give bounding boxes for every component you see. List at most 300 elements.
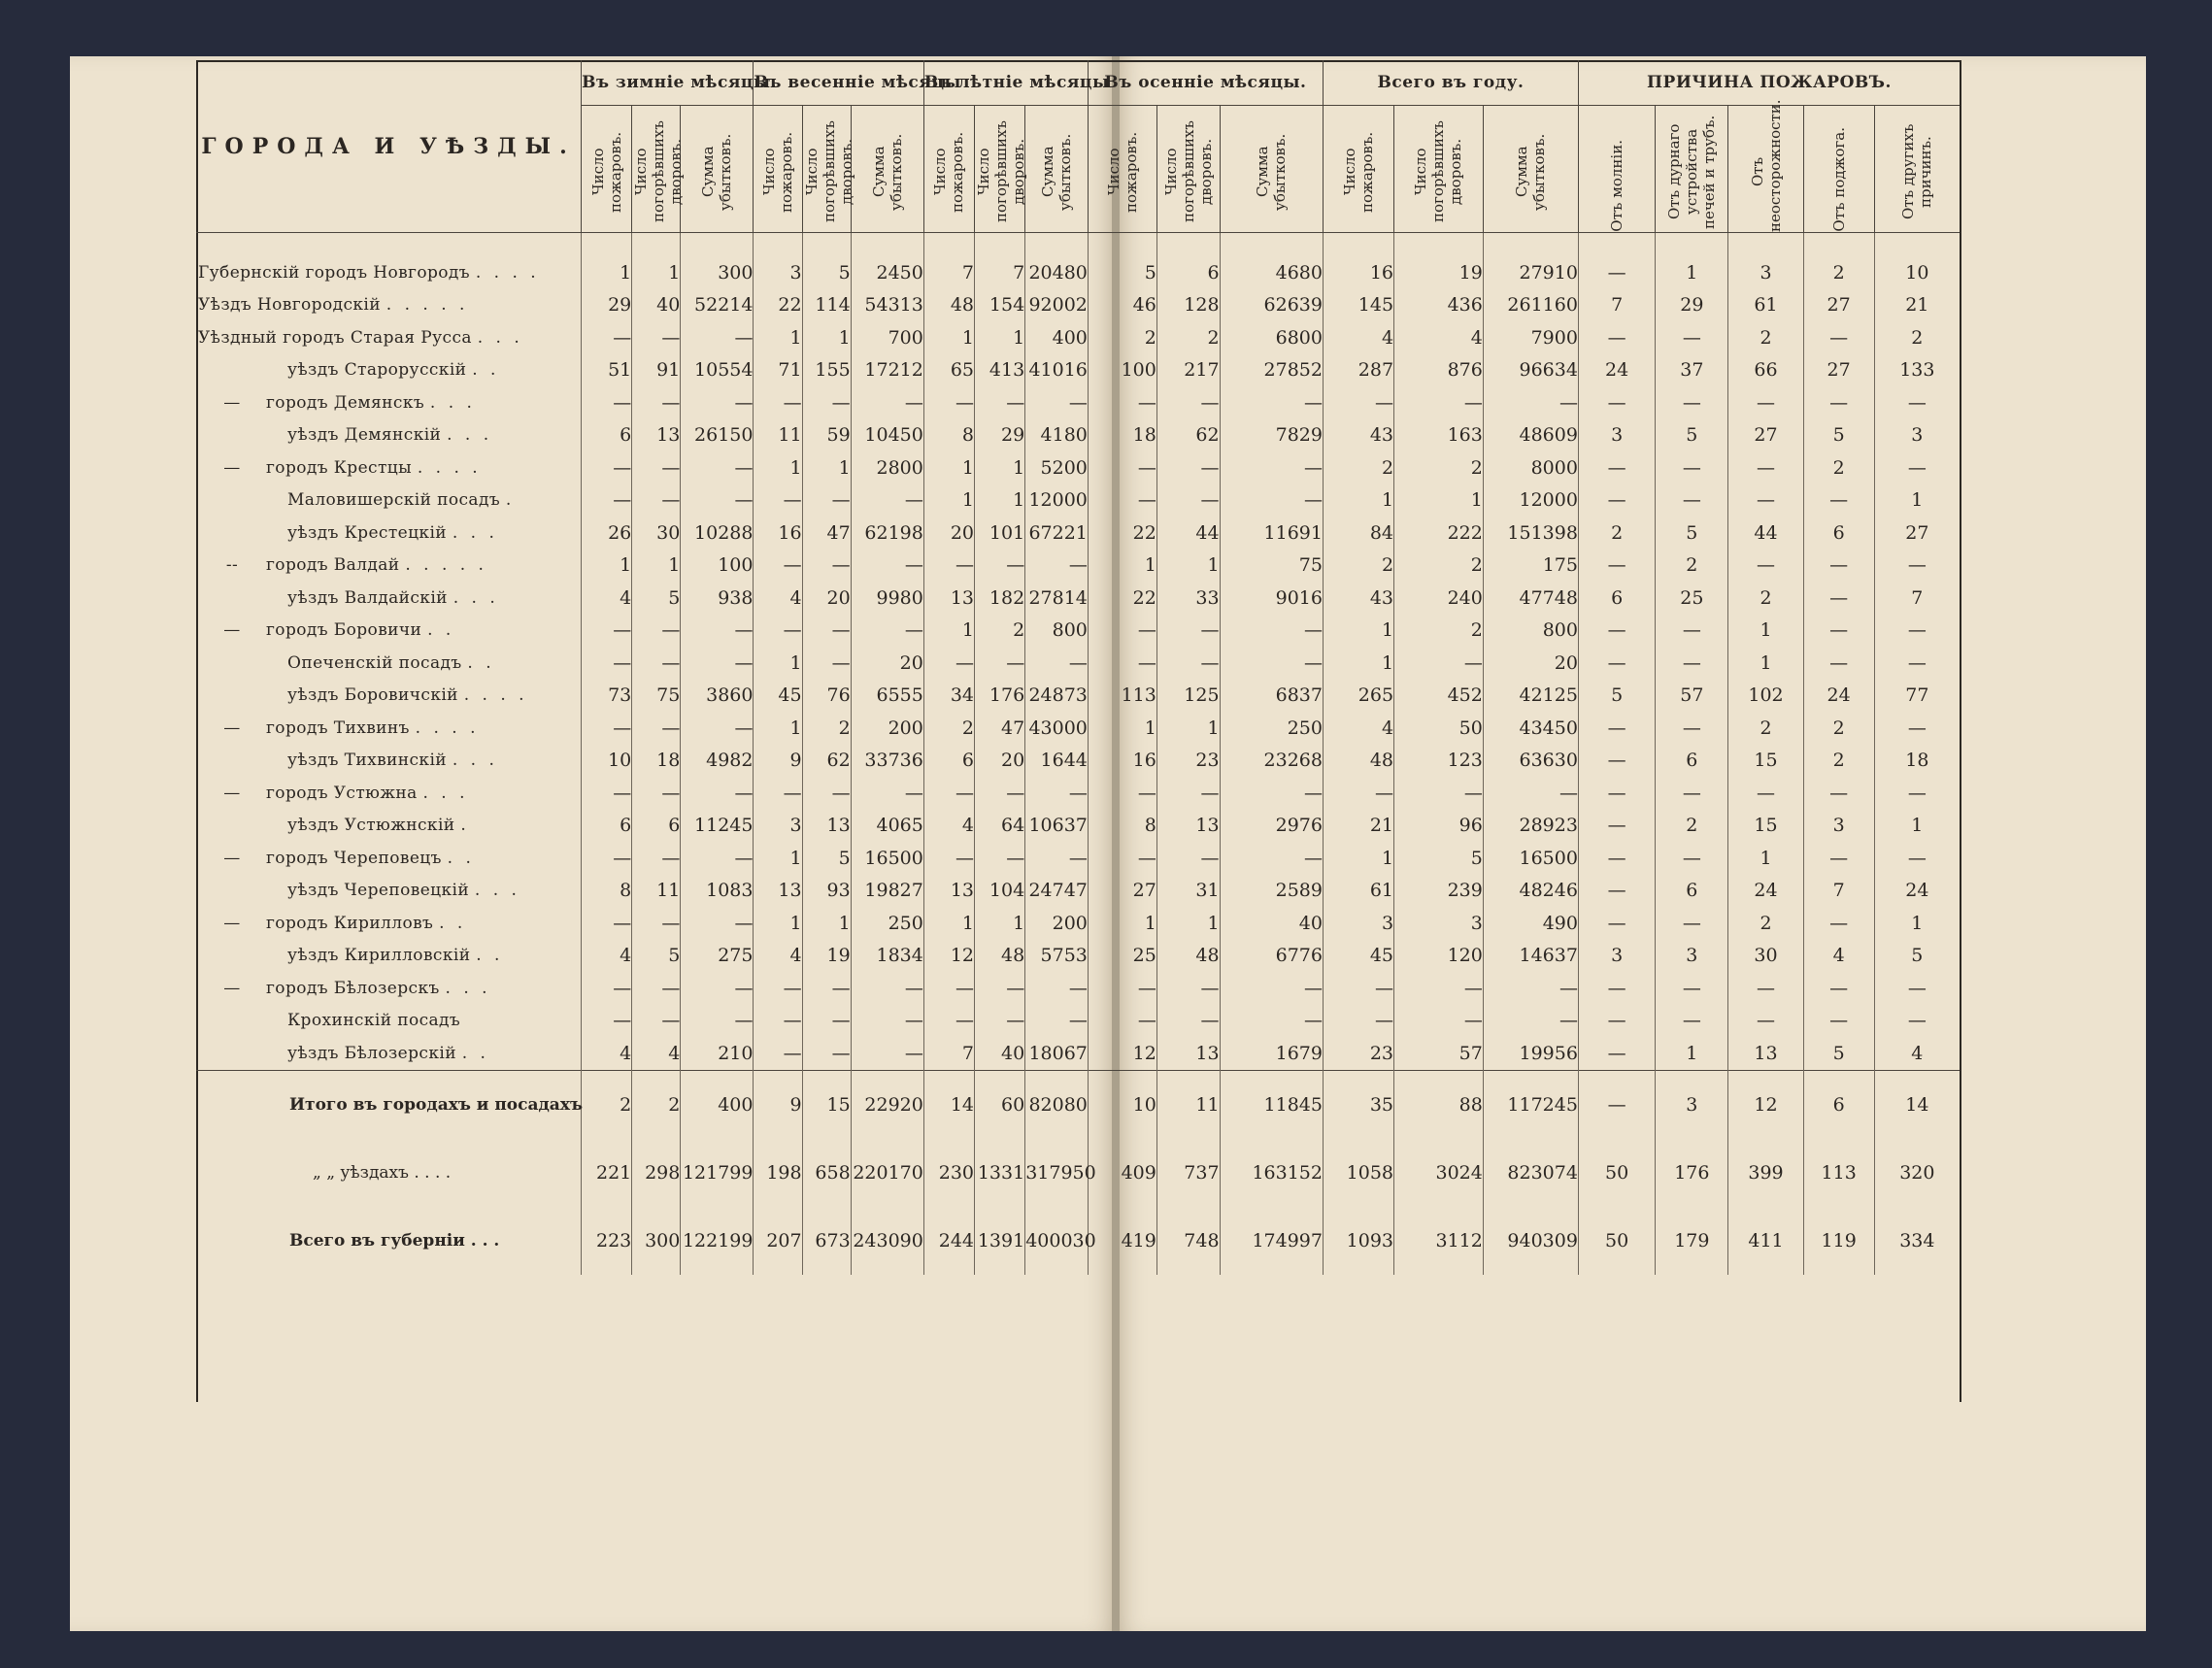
value-cell: 2 [1728, 582, 1803, 615]
value-cell: 13 [1728, 1037, 1803, 1070]
value-cell: 6 [923, 745, 974, 778]
value-cell: 2 [1803, 451, 1874, 484]
total-value-cell: 60 [975, 1070, 1025, 1139]
value-cell: 700 [851, 321, 923, 354]
value-cell: — [681, 647, 754, 680]
total-value-cell: 14 [923, 1070, 974, 1139]
value-cell: — [975, 777, 1025, 810]
value-cell: 10554 [681, 354, 754, 387]
value-cell: 125 [1156, 680, 1220, 713]
district-name-cell [196, 1037, 582, 1070]
value-cell: 2 [1874, 321, 1960, 354]
value-cell: 5 [1803, 1037, 1874, 1070]
value-cell: 48 [1323, 745, 1393, 778]
value-cell: 1 [754, 712, 802, 745]
value-cell: 2 [1803, 712, 1874, 745]
value-cell: — [802, 777, 851, 810]
value-cell: — [1156, 842, 1220, 875]
total-value-cell: 14 [1874, 1070, 1960, 1139]
column-header-label: Число погорѣвшихъ дворовъ. [802, 120, 855, 223]
district-name: Маловишерскій посадъ [287, 490, 501, 511]
total-value-cell: 658 [802, 1139, 851, 1207]
value-cell: 25 [1656, 582, 1728, 615]
column-header-label: Отъ неосторожности. [1748, 99, 1784, 232]
causes-group-header: ПРИЧИНА ПОЖАРОВЪ. [1578, 60, 1960, 106]
winter-fires-header [582, 106, 632, 233]
value-cell: 9016 [1220, 582, 1323, 615]
value-cell: 24747 [1025, 875, 1089, 908]
value-cell: 45 [1323, 940, 1393, 973]
total-value-cell: 940309 [1483, 1207, 1578, 1275]
value-cell: 29 [975, 419, 1025, 452]
year-fires-header [1323, 106, 1393, 233]
value-cell: — [1578, 745, 1655, 778]
total-value-cell: 737 [1156, 1139, 1220, 1207]
value-cell: — [1323, 1005, 1393, 1038]
value-cell: 1 [754, 842, 802, 875]
total-value-cell: 198 [754, 1139, 802, 1207]
value-cell: 5 [802, 256, 851, 289]
value-cell: 182 [975, 582, 1025, 615]
value-cell: 5 [1088, 256, 1156, 289]
name-column-header: ГОРОДА И УѢЗДЫ. [196, 60, 582, 233]
leader-dots: . . . [474, 881, 520, 901]
value-cell: 2 [1323, 451, 1393, 484]
value-cell: 200 [1025, 907, 1089, 940]
spring-group-header: Въ весенніе мѣсяцы [754, 60, 923, 106]
value-cell: 10288 [681, 517, 754, 550]
value-cell: 28923 [1483, 810, 1578, 843]
value-cell: 19 [1394, 256, 1484, 289]
autumn-yards-header [1156, 106, 1220, 233]
value-cell: 11 [632, 875, 681, 908]
value-cell: — [582, 712, 632, 745]
value-cell: 13 [1156, 1037, 1220, 1070]
leader-dots: . . . [422, 783, 469, 803]
value-cell: — [632, 712, 681, 745]
value-cell: 3 [1728, 256, 1803, 289]
value-cell: — [1220, 1005, 1323, 1038]
value-cell: 1 [754, 321, 802, 354]
value-cell: — [1578, 256, 1655, 289]
value-cell: 2800 [851, 451, 923, 484]
column-header-label: Сумма убытковъ. [1039, 133, 1075, 211]
value-cell: 43 [1323, 582, 1393, 615]
value-cell: 6 [632, 810, 681, 843]
value-cell: 47 [975, 712, 1025, 745]
value-cell: — [923, 972, 974, 1005]
value-cell: 61 [1728, 289, 1803, 322]
value-cell: 15 [1728, 810, 1803, 843]
value-cell: 13 [754, 875, 802, 908]
value-cell: — [1728, 777, 1803, 810]
value-cell: 800 [1025, 615, 1089, 648]
value-cell: 20 [1483, 647, 1578, 680]
value-cell: 20 [802, 582, 851, 615]
value-cell: 19827 [851, 875, 923, 908]
value-cell: — [1025, 647, 1089, 680]
value-cell: 8 [582, 875, 632, 908]
total-value-cell: 22920 [851, 1070, 923, 1139]
value-cell: 1 [1156, 907, 1220, 940]
column-header-label: Число погорѣвшихъ дворовъ. [1412, 120, 1465, 223]
value-cell: — [1803, 972, 1874, 1005]
value-cell: 1 [632, 256, 681, 289]
district-name-cell [196, 972, 582, 1005]
value-cell: 3 [1656, 940, 1728, 973]
district-name: Крохинскій посадъ [287, 1011, 461, 1031]
value-cell: — [754, 550, 802, 583]
value-cell: — [632, 842, 681, 875]
value-cell: 2 [1323, 550, 1393, 583]
value-cell: 19 [802, 940, 851, 973]
value-cell: — [1220, 842, 1323, 875]
district-name-cell [196, 419, 582, 452]
value-cell: 52214 [681, 289, 754, 322]
total-value-cell: 122199 [681, 1207, 754, 1275]
value-cell: — [681, 777, 754, 810]
value-cell: — [1578, 647, 1655, 680]
value-cell: 6837 [1220, 680, 1323, 713]
district-name-cell [196, 712, 582, 745]
value-cell: — [851, 550, 923, 583]
value-cell: — [632, 484, 681, 517]
district-name-cell [196, 810, 582, 843]
value-cell: — [754, 386, 802, 419]
total-value-cell: 673 [802, 1207, 851, 1275]
total-value-cell: 117245 [1483, 1070, 1578, 1139]
value-cell: — [1156, 484, 1220, 517]
district-name: городъ Бѣлозерскъ [266, 978, 440, 998]
total-value-cell: 174997 [1220, 1207, 1323, 1275]
value-cell: 13 [632, 419, 681, 452]
value-cell: — [802, 1037, 851, 1070]
value-cell: 7900 [1483, 321, 1578, 354]
value-cell: 261160 [1483, 289, 1578, 322]
value-cell: 6 [1803, 517, 1874, 550]
district-name-cell [196, 256, 582, 289]
total-label: „ „ уѣздахъ . . . . [313, 1162, 452, 1183]
value-cell: 18 [1874, 745, 1960, 778]
value-cell: 1 [1323, 842, 1393, 875]
value-cell: 17212 [851, 354, 923, 387]
value-cell: 1 [1874, 484, 1960, 517]
summer-yards-header [975, 106, 1028, 233]
leader-dots: . . . [445, 978, 491, 998]
leader-dots: . . . . [417, 457, 482, 478]
district-name-cell [196, 615, 582, 648]
bottom-spacer-row [196, 1275, 1960, 1314]
value-cell: 40 [632, 289, 681, 322]
value-cell: — [1728, 386, 1803, 419]
value-cell: 265 [1323, 680, 1393, 713]
value-cell: 10450 [851, 419, 923, 452]
ditto-dash: — [223, 457, 241, 478]
value-cell: — [1025, 842, 1089, 875]
leader-dots: . . . [447, 425, 493, 446]
leader-dots: . . . . [463, 685, 528, 706]
leader-dots: . . [447, 848, 475, 868]
column-header-label: Число пожаровъ. [931, 131, 967, 213]
leader-dots: . [505, 490, 516, 511]
column-header-label: Сумма убытковъ. [1254, 133, 1290, 211]
table-row [196, 1037, 1960, 1070]
value-cell: — [1578, 615, 1655, 648]
value-cell: — [632, 907, 681, 940]
leader-dots: . . . [452, 751, 498, 771]
value-cell: 64 [975, 810, 1025, 843]
value-cell: 413 [975, 354, 1025, 387]
value-cell: 4 [632, 1037, 681, 1070]
value-cell: — [632, 615, 681, 648]
value-cell: 5 [1874, 940, 1960, 973]
value-cell: 4680 [1220, 256, 1323, 289]
value-cell: 163 [1394, 419, 1484, 452]
value-cell: — [802, 386, 851, 419]
value-cell: 62 [802, 745, 851, 778]
total-value-cell: 823074 [1483, 1139, 1578, 1207]
value-cell: 400 [1025, 321, 1089, 354]
value-cell: — [1220, 647, 1323, 680]
value-cell: 7 [1578, 289, 1655, 322]
column-header-label: Сумма убытковъ. [1513, 133, 1549, 211]
value-cell: 91 [632, 354, 681, 387]
value-cell: 50 [1394, 712, 1484, 745]
value-cell: 8 [923, 419, 974, 452]
value-cell: 27 [1874, 517, 1960, 550]
value-cell: — [1088, 777, 1156, 810]
column-header-label: Сумма убытковъ. [699, 133, 735, 211]
value-cell: 5 [1578, 680, 1655, 713]
value-cell: 2 [1156, 321, 1220, 354]
value-cell: 2 [1803, 745, 1874, 778]
value-cell: 1 [923, 615, 974, 648]
value-cell: — [1220, 484, 1323, 517]
value-cell: 2 [1088, 321, 1156, 354]
value-cell: 12 [1088, 1037, 1156, 1070]
value-cell: 133 [1874, 354, 1960, 387]
value-cell: — [975, 550, 1025, 583]
value-cell: 1 [975, 907, 1025, 940]
value-cell: 18 [632, 745, 681, 778]
leader-dots: . . . [429, 392, 476, 413]
value-cell: 76 [802, 680, 851, 713]
value-cell: 54313 [851, 289, 923, 322]
district-name-cell [196, 907, 582, 940]
value-cell: 3 [1803, 810, 1874, 843]
value-cell: 1 [754, 907, 802, 940]
value-cell: 1 [1088, 907, 1156, 940]
value-cell: 1 [802, 451, 851, 484]
value-cell: — [1656, 712, 1728, 745]
district-name-cell [196, 1005, 582, 1038]
value-cell: — [681, 907, 754, 940]
value-cell: 120 [1394, 940, 1484, 973]
value-cell: 4 [754, 940, 802, 973]
value-cell: — [1088, 386, 1156, 419]
value-cell: 800 [1483, 615, 1578, 648]
total-value-cell: 119 [1803, 1207, 1874, 1275]
value-cell: — [1394, 1005, 1484, 1038]
table-row [196, 517, 1960, 550]
value-cell: — [1874, 647, 1960, 680]
cause-other-header [1874, 106, 1960, 233]
value-cell: 96634 [1483, 354, 1578, 387]
table-row [196, 582, 1960, 615]
value-cell: — [1656, 777, 1728, 810]
value-cell: — [1803, 484, 1874, 517]
value-cell: 19956 [1483, 1037, 1578, 1070]
value-cell: 23268 [1220, 745, 1323, 778]
value-cell: — [1874, 972, 1960, 1005]
summer-fires-header [923, 106, 974, 233]
column-header-label: Число погорѣвшихъ дворовъ. [632, 120, 686, 223]
table-row [196, 615, 1960, 648]
value-cell: 176 [975, 680, 1025, 713]
total-value-cell: 12 [1728, 1070, 1803, 1139]
column-header-label: Число пожаровъ. [588, 131, 624, 213]
value-cell: 1 [1874, 810, 1960, 843]
value-cell: — [851, 972, 923, 1005]
value-cell: — [1578, 1037, 1655, 1070]
district-name-cell [196, 582, 582, 615]
value-cell: 1834 [851, 940, 923, 973]
value-cell: 27910 [1483, 256, 1578, 289]
value-cell: 1 [975, 484, 1025, 517]
district-name: уѣздъ Кирилловскій [287, 946, 471, 966]
value-cell: 6800 [1220, 321, 1323, 354]
value-cell: 18 [1088, 419, 1156, 452]
value-cell: — [632, 321, 681, 354]
value-cell: 222 [1394, 517, 1484, 550]
value-cell: 30 [1728, 940, 1803, 973]
value-cell: 8 [1088, 810, 1156, 843]
value-cell: — [1803, 321, 1874, 354]
value-cell: 1 [1656, 1037, 1728, 1070]
value-cell: 1 [1656, 256, 1728, 289]
spring-loss-header [851, 106, 923, 233]
leader-dots: . . [472, 360, 500, 381]
table-row [196, 712, 1960, 745]
value-cell: — [754, 972, 802, 1005]
value-cell: — [1220, 615, 1323, 648]
value-cell: 5 [1656, 517, 1728, 550]
total-value-cell: 220170 [851, 1139, 923, 1207]
value-cell: 151398 [1483, 517, 1578, 550]
total-value-cell: 1391 [975, 1207, 1025, 1275]
value-cell: 27 [1803, 354, 1874, 387]
value-cell: 93 [802, 875, 851, 908]
value-cell: — [1874, 550, 1960, 583]
value-cell: 1 [1874, 907, 1960, 940]
value-cell: 29 [582, 289, 632, 322]
total-row [196, 1139, 1960, 1207]
district-name-cell [196, 517, 582, 550]
total-value-cell: 230 [923, 1139, 974, 1207]
value-cell: — [923, 1005, 974, 1038]
total-value-cell: 298 [632, 1139, 681, 1207]
column-header-label: Число погорѣвшихъ дворовъ. [975, 120, 1028, 223]
value-cell: 37 [1656, 354, 1728, 387]
value-cell: 61 [1323, 875, 1393, 908]
district-name-cell [196, 777, 582, 810]
value-cell: 490 [1483, 907, 1578, 940]
value-cell: — [1874, 451, 1960, 484]
value-cell: — [1803, 907, 1874, 940]
value-cell: — [632, 1005, 681, 1038]
value-cell: — [851, 386, 923, 419]
summer-loss-header [1025, 106, 1089, 233]
value-cell: 43 [1323, 419, 1393, 452]
value-cell: — [1578, 451, 1655, 484]
value-cell: — [1874, 777, 1960, 810]
leader-dots: . . [427, 620, 455, 641]
value-cell: 5753 [1025, 940, 1089, 973]
value-cell: — [975, 386, 1025, 419]
value-cell: 1679 [1220, 1037, 1323, 1070]
value-cell: — [1088, 972, 1156, 1005]
value-cell: 1 [923, 321, 974, 354]
autumn-group-header: Въ осенніе мѣсяцы. [1088, 60, 1323, 106]
district-name-cell [196, 940, 582, 973]
value-cell: 44 [1728, 517, 1803, 550]
value-cell: 5 [632, 940, 681, 973]
value-cell: — [632, 386, 681, 419]
value-cell: 66 [1728, 354, 1803, 387]
total-value-cell: 223 [582, 1207, 632, 1275]
value-cell: — [754, 1005, 802, 1038]
total-value-cell: 9 [754, 1070, 802, 1139]
value-cell: 113 [1088, 680, 1156, 713]
value-cell: — [1728, 451, 1803, 484]
value-cell: 62198 [851, 517, 923, 550]
total-value-cell: 334 [1874, 1207, 1960, 1275]
winter-group-header: Въ зимніе мѣсяцы. [582, 60, 754, 106]
district-name-cell [196, 680, 582, 713]
value-cell: — [1803, 386, 1874, 419]
value-cell: 20 [923, 517, 974, 550]
total-value-cell: 15 [802, 1070, 851, 1139]
value-cell: — [1656, 484, 1728, 517]
value-cell: 1 [1394, 484, 1484, 517]
value-cell: — [1656, 1005, 1728, 1038]
value-cell: 16 [1323, 256, 1393, 289]
value-cell: 14637 [1483, 940, 1578, 973]
total-value-cell: 113 [1803, 1139, 1874, 1207]
value-cell: 47748 [1483, 582, 1578, 615]
value-cell: — [1483, 972, 1578, 1005]
value-cell: — [802, 484, 851, 517]
value-cell: 63630 [1483, 745, 1578, 778]
table-row [196, 354, 1960, 387]
district-name-cell [196, 550, 582, 583]
value-cell: 240 [1394, 582, 1484, 615]
value-cell: — [632, 647, 681, 680]
table-row [196, 777, 1960, 810]
value-cell: 5200 [1025, 451, 1089, 484]
value-cell: — [802, 615, 851, 648]
value-cell: 100 [1088, 354, 1156, 387]
value-cell: — [1874, 615, 1960, 648]
value-cell: — [582, 321, 632, 354]
value-cell: 84 [1323, 517, 1393, 550]
ditto-dash: — [223, 783, 241, 803]
value-cell: — [1803, 615, 1874, 648]
ditto-dash: — [223, 392, 241, 413]
value-cell: 96 [1394, 810, 1484, 843]
value-cell: — [1874, 842, 1960, 875]
value-cell: 101 [975, 517, 1025, 550]
